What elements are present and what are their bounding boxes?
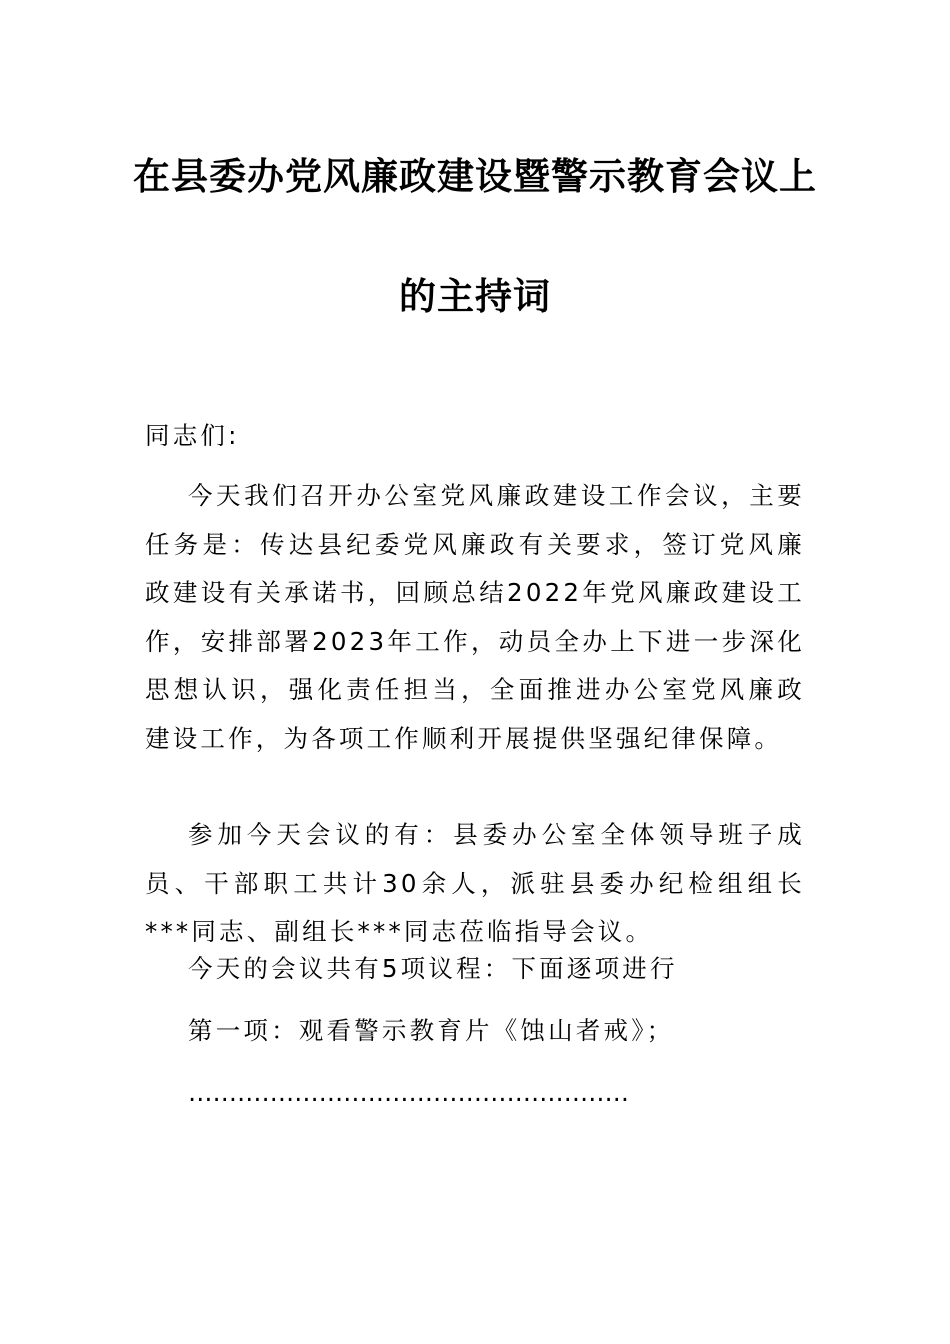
paragraph-agenda: 今天的会议共有5项议程：下面逐项进行 xyxy=(188,954,678,983)
paragraph-item-one: 第一项：观看警示教育片《蚀山者戒》； xyxy=(188,1016,675,1045)
document-title-line-1: 在县委办党风廉政建设暨警示教育会议上 xyxy=(133,154,817,198)
ellipsis-line: ……………………………………………… xyxy=(188,1078,629,1107)
salutation: 同志们: xyxy=(145,421,240,450)
paragraph-intro: 今天我们召开办公室党风廉政建设工作会议，主要任务是：传达县纪委党风廉政有关要求，签订党风廉政建设有关承诺书，回顾总结2022年党风廉政建设工作，安排部署2023年工作，动员全办上下进一步深化思想认识，强化责任担当，全面推进办公室党风廉政建设工作，为各项工作顺利开展提供坚强纪律保障。 xyxy=(145,481,805,753)
paragraph-attendees: 参加今天会议的有：县委办公室全体领导班子成员、干部职工共计30余人，派驻县委办纪检组组长***同志、副组长***同志莅临指导会议。 xyxy=(145,820,805,946)
document-title-line-2: 的主持词 xyxy=(399,274,551,318)
